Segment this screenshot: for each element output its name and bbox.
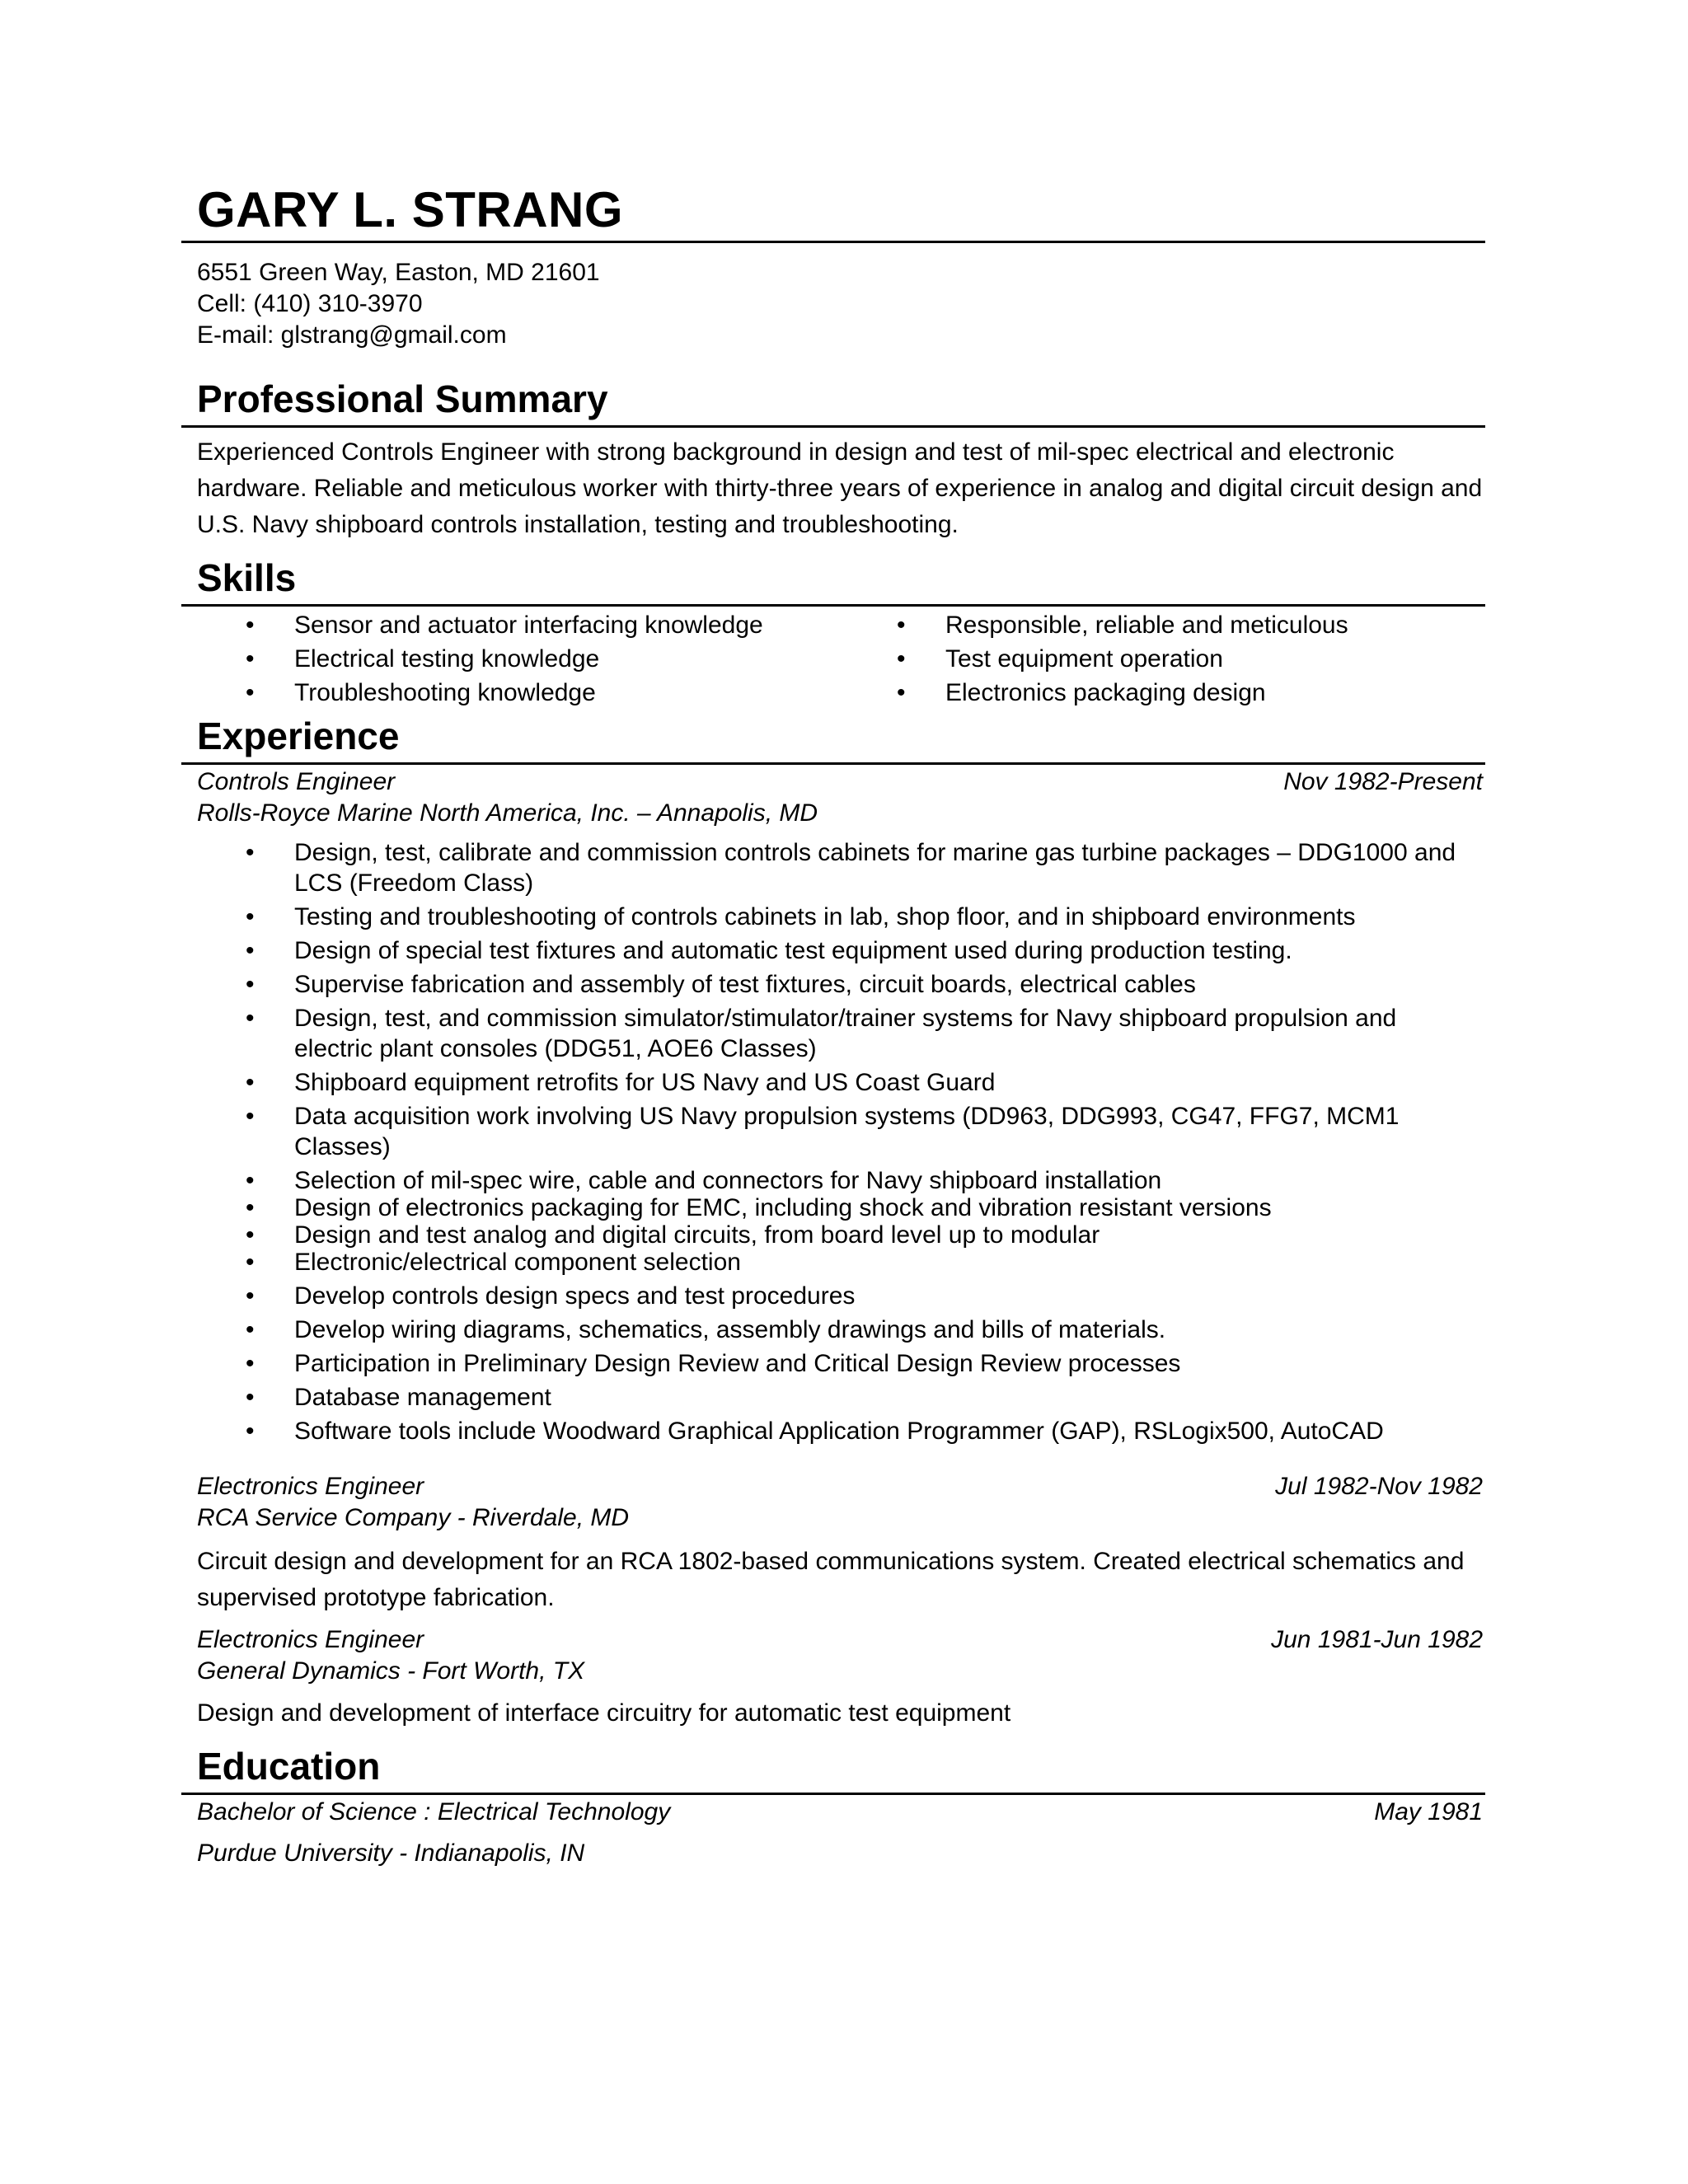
job-dates: Nov 1982-Present: [1283, 768, 1483, 795]
email: E-mail: glstrang@gmail.com: [197, 321, 507, 349]
skill-item: • Test equipment operation: [832, 642, 1484, 676]
job-role: Electronics Engineer: [197, 1626, 424, 1653]
job-header: [197, 1471, 1483, 1502]
duty-item: • Data acquisition work involving US Navy propulsion systems (DD963, DDG993, CG47, FFG7, MCM1 Classes): [181, 1101, 1465, 1162]
skills-list-right: [832, 608, 1484, 710]
skill-item: • Electrical testing knowledge: [181, 642, 832, 676]
duty-item: • Design of electronics packaging for EMC, including shock and vibration resistant versions: [181, 1193, 1465, 1223]
skills-divider: [181, 604, 1485, 607]
degree-header: [197, 1797, 1483, 1828]
skills-list-left: [181, 608, 832, 710]
duty-item: • Supervise fabrication and assembly of test fixtures, circuit boards, electrical cables: [181, 969, 1465, 1000]
degree-date: May 1981: [1374, 1798, 1483, 1825]
skill-item: • Troubleshooting knowledge: [181, 676, 832, 710]
cell-phone: Cell: (410) 310-3970: [197, 290, 423, 317]
header-divider: [181, 241, 1485, 243]
contact-block: [197, 257, 1485, 351]
experience-divider: [181, 762, 1485, 765]
summary-divider: [181, 425, 1485, 428]
job-organization: Rolls-Royce Marine North America, Inc. – Annapolis, MD: [197, 799, 818, 827]
job-organization: RCA Service Company - Riverdale, MD: [197, 1504, 630, 1531]
job-dates: Jun 1981-Jun 1982: [1271, 1626, 1483, 1653]
skills-grid: [181, 608, 1485, 710]
applicant-name: GARY L. STRANG: [197, 182, 624, 237]
duty-item: • Shipboard equipment retrofits for US Navy and US Coast Guard: [181, 1067, 1465, 1098]
duty-item: • Develop controls design specs and test procedures: [181, 1281, 1465, 1311]
section-title-summary: Professional Summary: [197, 377, 608, 420]
duty-item: • Design, test, and commission simulator/stimulator/trainer systems for Navy shipboard propulsion and electric plant consoles (DDG51, AOE6 Classes): [181, 1003, 1465, 1064]
duty-item: • Testing and troubleshooting of controls cabinets in lab, shop floor, and in shipboard environments: [181, 902, 1465, 932]
job-header: [197, 766, 1483, 798]
duty-item: • Design, test, calibrate and commission controls cabinets for marine gas turbine packages – DDG1000 and LCS (Freedom Class): [181, 837, 1465, 898]
job-description: Circuit design and development for an RCA 1802-based communications system. Created electrical schematics and supervised prototype fabrication.: [197, 1548, 1465, 1611]
job-role: Electronics Engineer: [197, 1473, 424, 1500]
job-dates: Jul 1982-Nov 1982: [1275, 1473, 1483, 1500]
section-title-education: Education: [197, 1745, 381, 1788]
summary-text: Experienced Controls Engineer with strong background in design and test of mil-spec electrical and electronic hardware. Reliable and meticulous worker with thirty-three years of experience in analog and digital circuit design and U.S. Navy shipboard controls installation, testing and troubleshooting.: [197, 438, 1483, 538]
skill-item: • Responsible, reliable and meticulous: [832, 608, 1484, 642]
duty-item: • Develop wiring diagrams, schematics, assembly drawings and bills of materials.: [181, 1315, 1465, 1345]
section-title-skills: Skills: [197, 556, 297, 599]
job-duties: [181, 837, 1485, 1446]
job-entry: [181, 766, 1485, 1446]
job-header: [197, 1624, 1483, 1656]
resume-page: [181, 181, 1485, 1869]
job-role: Controls Engineer: [197, 768, 396, 795]
duty-item: • Database management: [181, 1382, 1465, 1413]
job-entry: [181, 1471, 1485, 1616]
duty-item: • Design and test analog and digital circuits, from board level up to modular: [181, 1220, 1465, 1250]
job-description: Design and development of interface circuitry for automatic test equipment: [197, 1699, 1011, 1727]
section-title-experience: Experience: [197, 715, 400, 757]
education-divider: [181, 1793, 1485, 1795]
degree: Bachelor of Science : Electrical Technology: [197, 1798, 671, 1825]
skill-item: • Electronics packaging design: [832, 676, 1484, 710]
duty-item: • Electronic/electrical component selection: [181, 1247, 1465, 1277]
job-entry: [181, 1624, 1485, 1732]
school: Purdue University - Indianapolis, IN: [197, 1840, 585, 1867]
duty-item: • Design of special test fixtures and automatic test equipment used during production testing.: [181, 935, 1465, 966]
job-organization: General Dynamics - Fort Worth, TX: [197, 1657, 585, 1685]
skill-item: • Sensor and actuator interfacing knowledge: [181, 608, 832, 642]
address: 6551 Green Way, Easton, MD 21601: [197, 259, 600, 286]
duty-item: • Participation in Preliminary Design Review and Critical Design Review processes: [181, 1348, 1465, 1379]
duty-item: • Selection of mil-spec wire, cable and connectors for Navy shipboard installation: [181, 1165, 1465, 1196]
duty-item: • Software tools include Woodward Graphical Application Programmer (GAP), RSLogix500, AutoCAD: [181, 1416, 1465, 1446]
